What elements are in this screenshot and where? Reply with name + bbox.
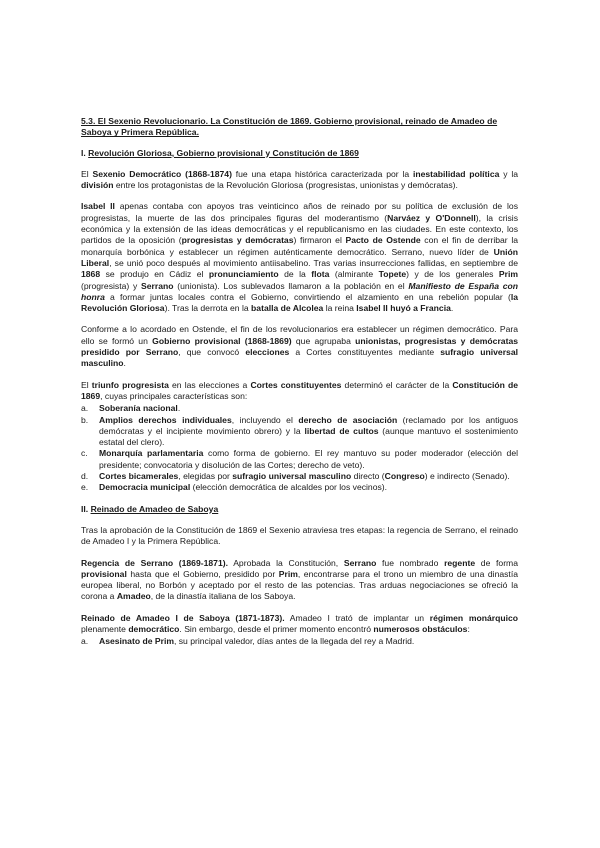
text-run: . [123,358,126,369]
list-item [81,471,518,482]
text-run: El [81,168,93,179]
text-run: (reclamado por los antiguos demócratas y el incipiente movimiento obrero) y la [99,414,519,436]
text-run: a Cortes constituyentes mediante [289,347,441,358]
list-item [81,636,518,647]
list-marker: d. [81,471,89,482]
text-run: apenas contaba con apoyos tras veinticinco años de reinado por su política de exclusión de los progresistas, la muerte de las dos principales figuras del moderantismo ( [81,201,518,223]
text-run: , elegidas por [178,471,233,482]
text-run: con el fin de derribar la monarquía borbónica y establecer un régimen auténticamente democrático. Serrano, nuevo líder de [81,235,519,257]
bold-run: Constitución de 1869 [81,379,519,401]
bold-run: Sexenio Democrático (1868-1874) [92,168,232,179]
bold-run: Serrano [141,280,174,291]
list-marker: b. [81,414,89,425]
text-run: directo ( [351,471,385,482]
bold-run: Soberanía nacional [99,403,178,414]
text-run: (elección democrática de alcaldes por los vecinos). [190,482,388,493]
text-run: , incluyendo el [231,414,299,425]
text-run: ) e indirecto (Senado). [424,471,510,482]
bold-run: progresistas y demócratas [181,235,294,246]
section-heading-1 [81,148,518,159]
text-run: (progresista) y [81,280,142,291]
text-run: . [450,303,454,314]
text-run: entre los protagonistas de la Revolución Gloriosa (progresistas, unionistas y demócratas). [113,180,458,191]
bold-run: elecciones [245,347,290,358]
text-run: . [177,403,181,414]
bold-italic-run: Manifiesto de España con honra [81,280,519,302]
text-run: , de la dinastía italiana de los Saboya. [150,591,296,602]
characteristics-list [81,403,518,493]
bold-run: Reinado de Amadeo I de Saboya (1871-1873). [81,612,285,623]
list-item [81,448,518,471]
text-run: a formar juntas locales contra el Gobierno, convirtiendo el alzamiento en una rebelión popular ( [104,291,511,302]
text-run: hasta que el Gobierno, presidido por [126,568,279,579]
text-run: Amadeo I trató de implantar un [284,612,430,623]
bold-run: numerosos obstáculos [373,623,468,634]
bold-run: Asesinato de Prim [99,636,174,647]
bold-run: pronunciamiento [208,269,279,280]
text-run: determinó el carácter de la [341,379,453,390]
text-run: El [81,379,92,390]
bold-run: regente [444,557,476,568]
text-run: ). Tras la derrota en la [164,303,252,314]
text-run: plenamente [81,623,129,634]
bold-run: sufragio universal masculino [81,347,519,369]
bold-run: 1868 [81,269,101,280]
text-run: , que convocó [178,347,246,358]
bold-run: Gobierno provisional (1868-1869) [152,335,292,346]
bold-run: Amadeo [116,591,151,602]
bold-run: Cortes bicamerales [99,471,179,482]
text-run: . Sin embargo, desde el primer momento encontró [179,623,374,634]
bold-run: Topete [378,269,407,280]
list-item [81,482,518,493]
text-run: fue una etapa histórica caracterizada por la [231,168,413,179]
bold-run: Monarquía parlamentaria [99,448,204,459]
bold-run: provisional [81,568,127,579]
bold-run: Prim [498,269,519,280]
text-run: de la [278,269,312,280]
bold-run: división [81,180,114,191]
paragraph [81,201,518,314]
list-item [81,415,518,449]
text-run: (almirante [329,269,379,280]
text-run: en las elecciones a [168,379,251,390]
text-run: fue nombrado [376,557,445,568]
list-item [81,403,518,414]
bold-run: sufragio universal masculino [232,471,352,482]
text-run: Aprobada la Constitución, [227,557,344,568]
text-run: , se unió poco después al movimiento antiisabelino. Tras varias insurrecciones fallidas, en septiembre de [109,257,518,268]
bold-run: Pacto de Ostende [345,235,421,246]
bold-run: triunfo progresista [91,379,169,390]
paragraph: Tras la aprobación de la Constitución de 1869 el Sexenio atraviesa tres etapas: la regencia de Serrano, el reinado de Amadeo I y la Primera República. [81,524,518,547]
bold-run: flota [311,269,330,280]
bold-run: Regencia de Serrano (1869-1871). [81,557,228,568]
bold-run: Isabel II [81,201,115,212]
bold-run: Prim [278,568,298,579]
text-run: como forma de gobierno. El rey mantuvo su poder moderador (elección del presidente; convocatoria y disolución de las Cortes; derecho de veto). [99,448,519,470]
text-run: ) firmaron el [293,235,346,246]
paragraph [81,380,518,403]
paragraph [81,324,518,369]
section-title: Reinado de Amadeo de Saboya [90,503,219,514]
paragraph [81,613,518,636]
bold-run: Isabel II huyó a Francia [356,303,451,314]
section-number: I. [81,147,86,158]
bold-run: derecho de asociación [298,414,398,425]
paragraph [81,169,518,192]
text-run: y la [499,168,519,179]
list-marker: a. [81,636,89,647]
bold-run: Democracia municipal [99,482,191,493]
list-marker: a. [81,403,89,414]
bold-run: Cortes constituyentes [250,379,342,390]
bold-run: batalla de Alcolea [251,303,324,314]
bold-run: Amplios derechos individuales [99,414,232,425]
section-heading-2 [81,504,518,515]
text-run: , cuyas principales características son: [100,390,248,401]
bold-run: inestabilidad política [412,168,500,179]
bold-run: libertad de cultos [304,425,379,436]
text-run: : [467,623,470,634]
document-page [81,116,518,658]
text-run: la reina [323,303,357,314]
bold-run: Serrano [343,557,377,568]
text-run: (aunque mantuvo el sostenimiento estatal del clero). [99,425,519,448]
bold-run: Congreso [384,471,425,482]
paragraph [81,558,518,603]
text-run: ), la crisis económica y la extensión de las ideas democráticas y el republicanismo en las ciudades. En este contexto, los partidos de la oposición ( [81,212,518,246]
bold-run: unionistas, progresistas y demócratas presidido por Serrano [81,335,519,358]
bold-run: régimen monárquico [429,612,518,623]
text-run: ) y de los generales [406,269,499,280]
section-number: II. [81,503,89,514]
section-title: Revolución Gloriosa, Gobierno provisional y Constitución de 1869 [88,147,359,158]
text-run: se produjo en Cádiz el [100,269,209,280]
text-run: (unionista). Los sublevados llamaron a la población en el [173,280,409,291]
bold-run: la Revolución Gloriosa [81,291,518,314]
text-run: de forma [475,557,518,568]
bold-run: Narváez y O'Donnell [387,212,476,223]
text-run: , encontrarse para el trono un miembro de una dinastía europea liberal, no Borbón y aceptado por el resto de las potencias. Tras arduas negociaciones se ofreció la corona a [81,568,518,602]
bold-run: Unión Liberal [81,246,518,268]
list-marker: c. [81,448,88,459]
text-run: Conforme a lo acordado en Ostende, el fin de los revolucionarios era establecer un régimen democrático. Para ello se formó un [81,324,518,346]
obstacles-list [81,636,518,647]
text-run: , su principal valedor, días antes de la llegada del rey a Madrid. [173,636,415,647]
list-marker: e. [81,482,89,493]
document-title: 5.3. El Sexenio Revolucionario. La Constitución de 1869. Gobierno provisional, reinado de Amadeo de Saboya y Primera República. [81,116,498,138]
bold-run: democrático [128,623,180,634]
text-run: que agrupaba [291,335,356,346]
